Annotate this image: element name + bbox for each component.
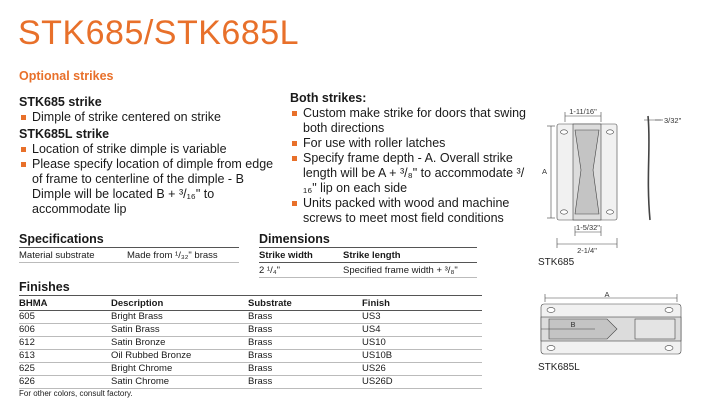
cell: Brass: [248, 311, 273, 322]
table-row: [19, 324, 482, 337]
col-description: Description: [111, 297, 164, 309]
stk685l-b-label: B: [570, 320, 576, 329]
stk685-heading: STK685 strike: [19, 95, 102, 109]
spec-value: Made from ¹/₃₂" brass: [127, 250, 218, 261]
cell: Brass: [248, 376, 273, 387]
cell: Oil Rubbed Bronze: [111, 350, 192, 361]
divider: [259, 277, 477, 278]
table-row: [19, 311, 482, 324]
list-item: Specify frame depth - A. Overall strike length will be A + ³/₈" to accommodate ³/₁₆" lip on each side: [290, 151, 528, 196]
cell: 613: [19, 350, 35, 361]
stk685-inner-dim: 1-5/32": [576, 223, 600, 232]
dim-col-strike-length: Strike length: [343, 250, 401, 261]
dim-strike-length-value: Specified frame width + ³/₈": [343, 265, 458, 276]
list-item: For use with roller latches: [290, 136, 528, 151]
stk685l-bullets: [19, 142, 281, 217]
dim-strike-width-value: 2 ¹/₄": [259, 265, 280, 276]
cell: US3: [362, 311, 381, 322]
table-row: [19, 376, 482, 389]
cell: Bright Chrome: [111, 363, 173, 374]
list-item: Custom make strike for doors that swing both directions: [290, 106, 528, 136]
cell: Satin Chrome: [111, 376, 170, 387]
stk685-diagram: [535, 106, 700, 258]
specifications-heading: Specifications: [19, 232, 104, 246]
divider: [259, 247, 477, 248]
both-bullets: [290, 106, 528, 226]
section-subtitle: Optional strikes: [19, 69, 114, 83]
page-title: STK685/STK685L: [18, 14, 300, 52]
cell: Brass: [248, 350, 273, 361]
cell: 606: [19, 324, 35, 335]
finishes-heading: Finishes: [19, 280, 70, 294]
cell: 605: [19, 311, 35, 322]
stk685-top-dim: 1-11/16": [569, 107, 597, 116]
col-bhma: BHMA: [19, 297, 48, 309]
divider: [19, 262, 239, 263]
divider: [19, 247, 239, 248]
stk685-a-label: A: [542, 167, 548, 176]
list-item: Units packed with wood and machine screws to meet most field conditions: [290, 196, 528, 226]
stk685l-heading: STK685L strike: [19, 127, 110, 141]
divider: [259, 262, 477, 263]
spec-label: Material substrate: [19, 250, 95, 261]
stk685l-a-label: A: [604, 290, 610, 299]
cell: US4: [362, 324, 381, 335]
dimensions-heading: Dimensions: [259, 232, 330, 246]
finishes-table: [19, 296, 482, 389]
table-row: [19, 337, 482, 350]
stk685-width-dim: 2-1/4": [577, 246, 597, 255]
col-finish: Finish: [362, 297, 390, 309]
list-item: Please specify location of dimple from edge of frame to centerline of the dimple - B Dimple will be located B + ³/₁₆" to accommodate lip: [19, 157, 281, 217]
list-item: Location of strike dimple is variable: [19, 142, 281, 157]
cell: US26D: [362, 376, 393, 387]
stk685l-diagram: [535, 290, 695, 362]
table-header-row: [19, 296, 482, 311]
cell: 626: [19, 376, 35, 387]
cell: Bright Brass: [111, 311, 163, 322]
stk685-side-dim: 3/32": [664, 116, 682, 125]
both-heading: Both strikes:: [290, 91, 367, 105]
stk685l-caption: STK685L: [538, 362, 580, 373]
cell: Satin Brass: [111, 324, 160, 335]
cell: 612: [19, 337, 35, 348]
cell: Brass: [248, 363, 273, 374]
col-substrate: Substrate: [248, 297, 292, 309]
cell: Brass: [248, 337, 273, 348]
dim-col-strike-width: Strike width: [259, 250, 313, 261]
table-row: [19, 363, 482, 376]
stk685-caption: STK685: [538, 257, 575, 268]
list-item: Dimple of strike centered on strike: [19, 110, 269, 125]
cell: Satin Bronze: [111, 337, 166, 348]
cell: US10B: [362, 350, 393, 361]
footnote: For other colors, consult factory.: [19, 389, 133, 398]
cell: US26: [362, 363, 386, 374]
stk685-bullets: [19, 110, 269, 125]
cell: Brass: [248, 324, 273, 335]
cell: US10: [362, 337, 386, 348]
table-row: [19, 350, 482, 363]
cell: 625: [19, 363, 35, 374]
